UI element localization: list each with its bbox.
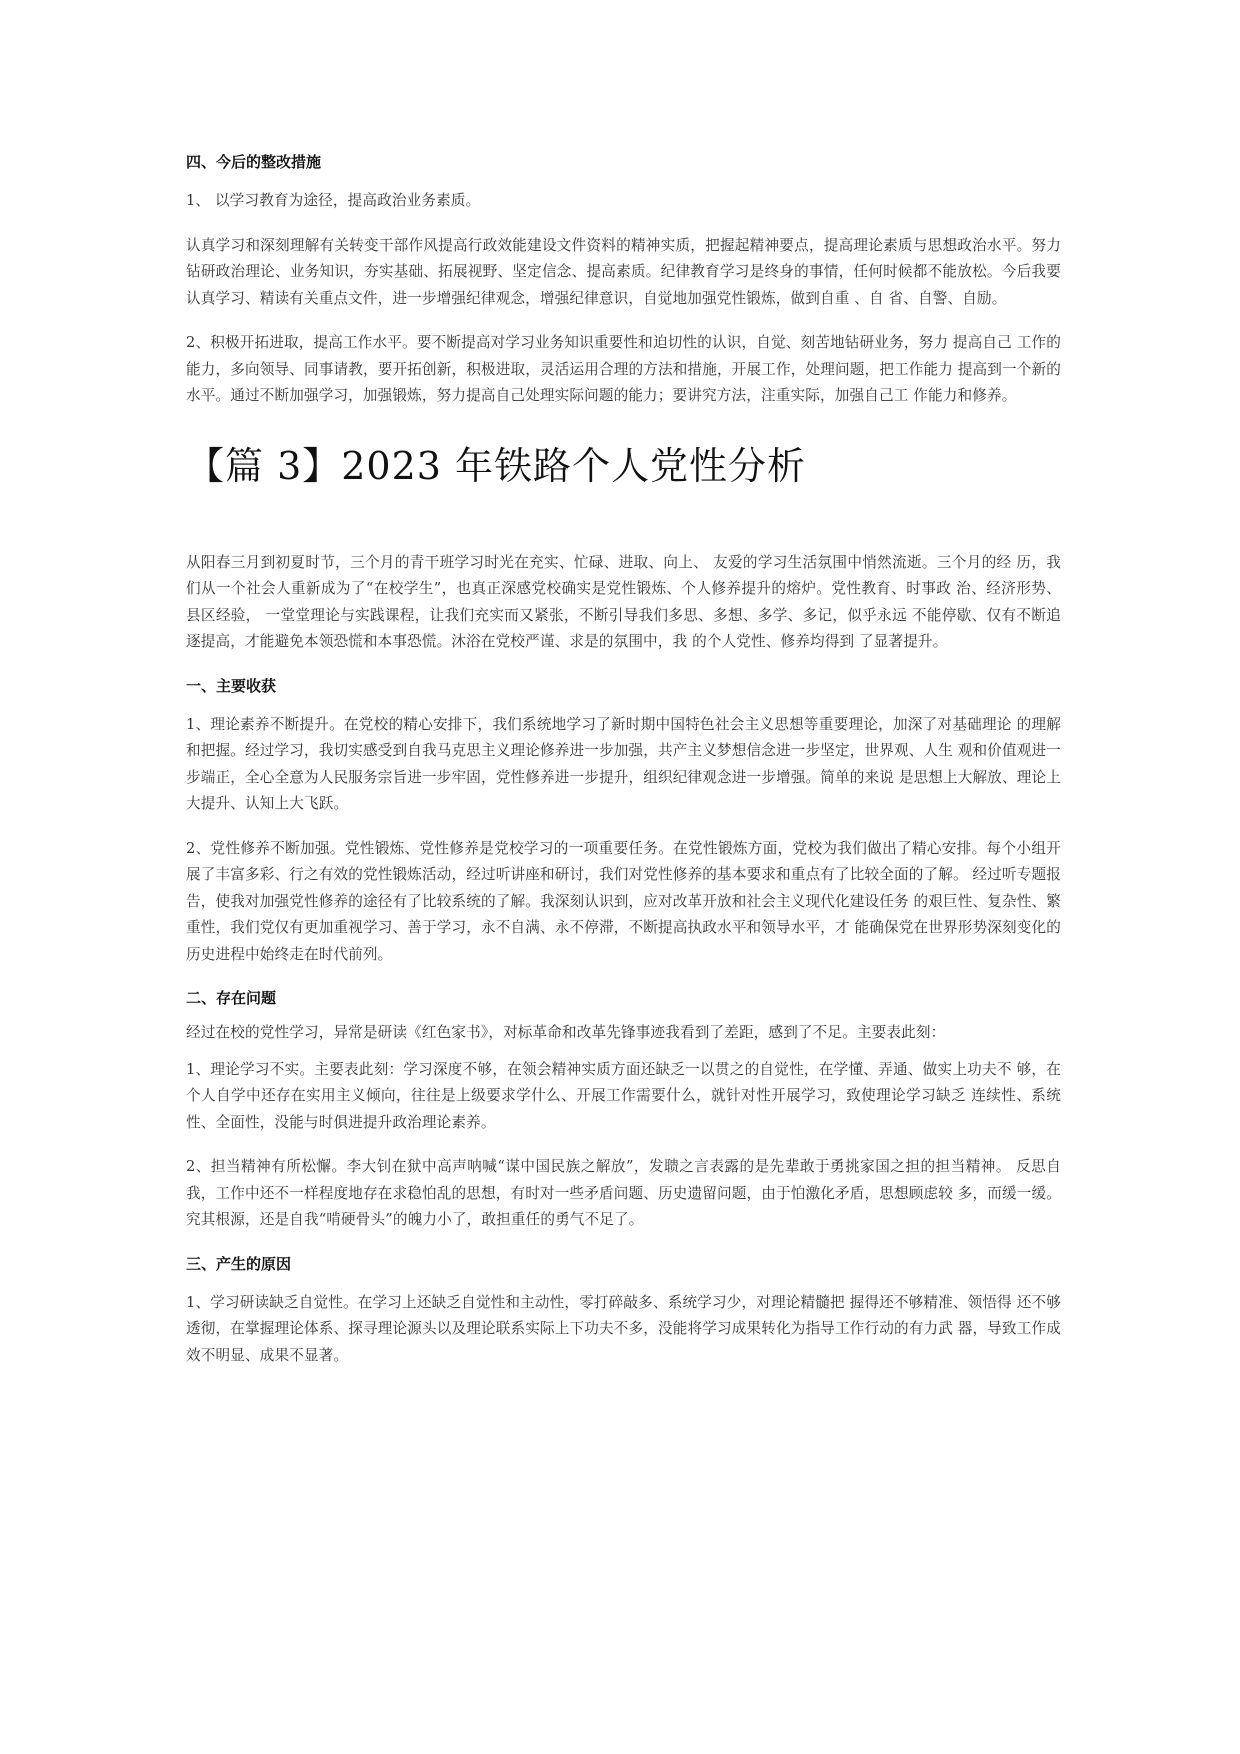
cause-paragraph-1: 1、学习研读缺乏自觉性。在学习上还缺乏自觉性和主动性，零打碎敲多、系统学习少，对理论精髓把 握得还不够精准、领悟得 还不够透彻，在掌握理论体系、探寻理论源头以及理论联系实际上下功夫不多，没能将学习成果转化为指导工作行动的有力武 器，导致工作成效不明显、成果不显著。 xyxy=(186,1293,1061,1364)
problems-intro-paragraph: 经过在校的党性学习，异常是研读《红色家书》，对标革命和改革先锋事迹我看到了差距，感到了不足。主要表此刻： xyxy=(186,1024,946,1041)
document-content xyxy=(186,150,1061,1369)
rectification-paragraph-2: 2、积极开拓进取，提高工作水平。要不断提高对学习业务知识重要性和迫切性的认识，自觉、刻苦地钻研业务，努力 提高自己 工作的能力，多向领导、同事请教，要开拓创新，积极进取，灵活运用合理的方法和措施，开展工作，处理问题，把工作能力 提高到一个新的水平。通过不断加强学习，加强锻炼，努力提高自己处理实际问题的能力；要讲究方法，注重实际，加强自己工 作能力和修养。 xyxy=(186,334,1061,404)
gain-paragraph-1: 1、理论素养不断提升。在党校的精心安排下，我们系统地学习了新时期中国特色社会主义思想等重要理论，加深了对基础理论 的理解和把握。经过学习，我切实感受到自我马克思主义理论修养进一步加强，共产主义梦想信念进一步坚定，世界观、人生 观和价值观进一步端正，全心全意为人民服务宗旨进一步牢固，党性修养进一步提升，组织纪律观念进一步增强。简单的来说 是思想上大解放、理论上大提升、认知上大飞跃。 xyxy=(186,715,1061,812)
article-title: 【篇 3】2023 年铁路个人党性分析 xyxy=(186,443,807,488)
section-heading-problems: 二、存在问题 xyxy=(186,989,277,1007)
section-heading-rectification: 四、今后的整改措施 xyxy=(186,153,322,171)
problem-paragraph-1: 1、理论学习不实。主要表此刻：学习深度不够，在领会精神实质方面还缺乏一以贯之的自觉性，在学懂、弄通、做实上功夫不 够，在个人自学中还存在实用主义倾向，往往是上级要求学什么、开展工作需要什么，就针对性开展学习，致使理论学习缺乏 连续性、系统性、全面性，没能与时俱进提升政治理论素养。 xyxy=(186,1060,1061,1131)
problem-paragraph-2: 2、担当精神有所松懈。李大钊在狱中高声呐喊“谋中国民族之解放”，发聩之言表露的是先辈敢于勇挑家国之担的担当精神。 反思自我，工作中还不一样程度地存在求稳怕乱的思想，有时对一些矛盾问题、历史遗留问题，由于怕激化矛盾，思想顾虑较 多，而缓一缓。究其根源，还是自我“啃硬骨头”的魄力小了，敢担重任的勇气不足了。 xyxy=(186,1158,1061,1228)
rectification-paragraph-1: 认真学习和深刻理解有关转变干部作风提高行政效能建设文件资料的精神实质，把握起精神要点，提高理论素质与思想政治水平。努力钻研政治理论、业务知识，夯实基础、拓展视野、坚定信念、提高素质。纪律教育学习是终身的事情，任何时候都不能放松。今后我要认真学习、精读有关重点文件，进一步增强纪律观念，增强纪律意识，自觉地加强党性锻炼，做到自重 、自 省、自警、自励。 xyxy=(186,236,1061,307)
rectification-item-1: 1、 以学习教育为途径，提高政治业务素质。 xyxy=(186,192,481,209)
section-heading-gains: 一、主要收获 xyxy=(186,676,277,695)
article-intro-paragraph: 从阳春三月到初夏时节，三个月的青干班学习时光在充实、忙碌、进取、向上、 友爱的学习生活氛围中悄然流逝。三个月的经 历，我们从一个社会人重新成为了“在校学生”，也真正深感党校确实是党性锻炼、个人修养提升的熔炉。党性教育、时事政 治、经济形势、县区经验， 一堂堂理论与实践课程，让我们充实而又紧张，不断引导我们多思、多想、多学、多记，似乎永远 不能停歇、仅有不断追逐提高，才能避免本领恐慌和本事恐慌。沐浴在党校严谨、求是的氛围中，我 的个人党性、修养均得到 了显著提升。 xyxy=(186,553,1061,650)
gain-paragraph-2: 2、党性修养不断加强。党性锻炼、党性修养是党校学习的一项重要任务。在党性锻炼方面，党校为我们做出了精心安排。每个小组开展了丰富多彩、行之有效的党性锻炼活动，经过听讲座和研讨，我们对党性修养的基本要求和重点有了比较全面的了解。 经过听专题报告，使我对加强党性修养的途径有了比较系统的了解。我深刻认识到，应对改革开放和社会主义现代化建设任务 的艰巨性、复杂性、繁重性，我们党仅有更加重视学习、善于学习，永不自满、永不停滞，不断提高执政水平和领导水平，才 能确保党在世界形势深刻变化的历史进程中始终走在时代前列。 xyxy=(186,839,1061,963)
section-heading-causes: 三、产生的原因 xyxy=(186,1254,292,1273)
